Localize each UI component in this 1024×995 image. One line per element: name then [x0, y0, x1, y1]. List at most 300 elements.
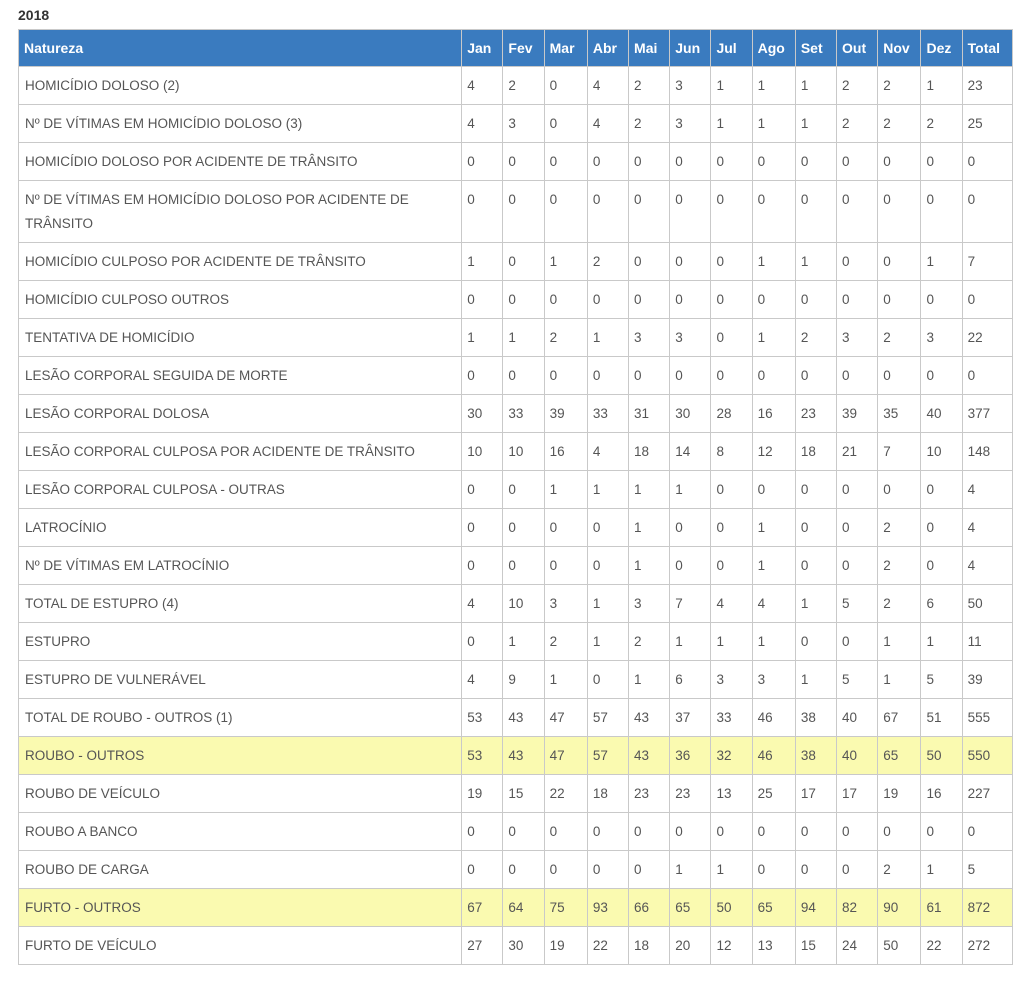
- month-value-cell: 0: [837, 851, 878, 889]
- row-total-cell: 5: [962, 851, 1012, 889]
- month-value-cell: 21: [837, 433, 878, 471]
- month-value-cell: 0: [503, 143, 544, 181]
- month-value-cell: 0: [878, 471, 921, 509]
- month-value-cell: 1: [503, 623, 544, 661]
- month-value-cell: 0: [711, 509, 752, 547]
- month-value-cell: 0: [837, 143, 878, 181]
- month-value-cell: 0: [711, 813, 752, 851]
- month-value-cell: 3: [503, 105, 544, 143]
- month-value-cell: 0: [711, 281, 752, 319]
- month-value-cell: 2: [878, 67, 921, 105]
- month-value-cell: 0: [503, 813, 544, 851]
- month-value-cell: 0: [921, 357, 962, 395]
- month-value-cell: 53: [462, 737, 503, 775]
- month-value-cell: 0: [544, 851, 587, 889]
- month-value-cell: 50: [921, 737, 962, 775]
- month-value-cell: 82: [837, 889, 878, 927]
- month-value-cell: 64: [503, 889, 544, 927]
- month-value-cell: 0: [462, 547, 503, 585]
- month-value-cell: 1: [795, 661, 836, 699]
- month-value-cell: 1: [629, 547, 670, 585]
- table-row: [19, 737, 1013, 775]
- table-row: [19, 547, 1013, 585]
- row-total-cell: 0: [962, 143, 1012, 181]
- month-value-cell: 0: [503, 281, 544, 319]
- year-title: 2018: [18, 7, 50, 23]
- month-value-cell: 0: [587, 143, 628, 181]
- month-value-cell: 0: [752, 851, 795, 889]
- month-value-cell: 0: [752, 813, 795, 851]
- table-row: [19, 661, 1013, 699]
- month-value-cell: 1: [670, 471, 711, 509]
- month-value-cell: 1: [878, 661, 921, 699]
- month-value-cell: 0: [629, 357, 670, 395]
- table-row: [19, 927, 1013, 965]
- row-total-cell: 39: [962, 661, 1012, 699]
- month-value-cell: 0: [503, 181, 544, 243]
- month-value-cell: 3: [544, 585, 587, 623]
- row-total-cell: 0: [962, 281, 1012, 319]
- row-label: HOMICÍDIO DOLOSO (2): [19, 67, 462, 105]
- month-value-cell: 23: [670, 775, 711, 813]
- month-value-cell: 0: [795, 813, 836, 851]
- month-value-cell: 0: [503, 357, 544, 395]
- month-value-cell: 3: [921, 319, 962, 357]
- month-value-cell: 4: [462, 585, 503, 623]
- column-header-fev: Fev: [503, 30, 544, 67]
- row-total-cell: 377: [962, 395, 1012, 433]
- month-value-cell: 0: [587, 547, 628, 585]
- row-total-cell: 148: [962, 433, 1012, 471]
- month-value-cell: 18: [795, 433, 836, 471]
- row-total-cell: 50: [962, 585, 1012, 623]
- month-value-cell: 0: [462, 357, 503, 395]
- table-row: [19, 281, 1013, 319]
- month-value-cell: 1: [752, 105, 795, 143]
- month-value-cell: 0: [670, 281, 711, 319]
- month-value-cell: 1: [629, 661, 670, 699]
- month-value-cell: 4: [711, 585, 752, 623]
- row-label: LESÃO CORPORAL CULPOSA - OUTRAS: [19, 471, 462, 509]
- month-value-cell: 15: [795, 927, 836, 965]
- month-value-cell: 2: [629, 105, 670, 143]
- month-value-cell: 5: [837, 585, 878, 623]
- month-value-cell: 3: [629, 585, 670, 623]
- month-value-cell: 4: [587, 433, 628, 471]
- row-label: TOTAL DE ROUBO - OUTROS (1): [19, 699, 462, 737]
- table-row: [19, 243, 1013, 281]
- month-value-cell: 0: [878, 181, 921, 243]
- row-total-cell: 4: [962, 471, 1012, 509]
- month-value-cell: 4: [462, 67, 503, 105]
- month-value-cell: 1: [503, 319, 544, 357]
- month-value-cell: 65: [878, 737, 921, 775]
- month-value-cell: 0: [544, 181, 587, 243]
- row-label: ROUBO DE VEÍCULO: [19, 775, 462, 813]
- month-value-cell: 50: [711, 889, 752, 927]
- column-header-mai: Mai: [629, 30, 670, 67]
- month-value-cell: 0: [587, 357, 628, 395]
- month-value-cell: 4: [752, 585, 795, 623]
- month-value-cell: 10: [462, 433, 503, 471]
- month-value-cell: 2: [878, 547, 921, 585]
- month-value-cell: 0: [921, 181, 962, 243]
- month-value-cell: 0: [462, 509, 503, 547]
- row-total-cell: 550: [962, 737, 1012, 775]
- month-value-cell: 6: [921, 585, 962, 623]
- month-value-cell: 4: [587, 67, 628, 105]
- month-value-cell: 0: [795, 181, 836, 243]
- month-value-cell: 20: [670, 927, 711, 965]
- month-value-cell: 35: [878, 395, 921, 433]
- table-row: [19, 67, 1013, 105]
- month-value-cell: 17: [837, 775, 878, 813]
- month-value-cell: 75: [544, 889, 587, 927]
- month-value-cell: 2: [837, 67, 878, 105]
- month-value-cell: 2: [878, 509, 921, 547]
- month-value-cell: 51: [921, 699, 962, 737]
- month-value-cell: 33: [711, 699, 752, 737]
- month-value-cell: 0: [629, 243, 670, 281]
- month-value-cell: 1: [462, 319, 503, 357]
- row-label: LATROCÍNIO: [19, 509, 462, 547]
- table-header-row: [19, 30, 1013, 67]
- month-value-cell: 0: [878, 357, 921, 395]
- month-value-cell: 1: [587, 319, 628, 357]
- month-value-cell: 3: [711, 661, 752, 699]
- month-value-cell: 0: [711, 143, 752, 181]
- column-header-jun: Jun: [670, 30, 711, 67]
- table-row: [19, 775, 1013, 813]
- month-value-cell: 0: [921, 547, 962, 585]
- month-value-cell: 3: [670, 319, 711, 357]
- month-value-cell: 93: [587, 889, 628, 927]
- month-value-cell: 2: [921, 105, 962, 143]
- month-value-cell: 0: [544, 105, 587, 143]
- month-value-cell: 22: [544, 775, 587, 813]
- month-value-cell: 3: [670, 105, 711, 143]
- month-value-cell: 0: [670, 243, 711, 281]
- month-value-cell: 1: [544, 661, 587, 699]
- month-value-cell: 0: [629, 143, 670, 181]
- table-row: [19, 623, 1013, 661]
- month-value-cell: 90: [878, 889, 921, 927]
- month-value-cell: 16: [752, 395, 795, 433]
- month-value-cell: 0: [462, 471, 503, 509]
- month-value-cell: 38: [795, 737, 836, 775]
- month-value-cell: 1: [878, 623, 921, 661]
- month-value-cell: 0: [544, 547, 587, 585]
- table-body: [19, 67, 1013, 965]
- month-value-cell: 0: [752, 143, 795, 181]
- month-value-cell: 1: [752, 509, 795, 547]
- month-value-cell: 2: [878, 851, 921, 889]
- row-total-cell: 11: [962, 623, 1012, 661]
- month-value-cell: 10: [503, 585, 544, 623]
- month-value-cell: 31: [629, 395, 670, 433]
- month-value-cell: 5: [921, 661, 962, 699]
- row-total-cell: 25: [962, 105, 1012, 143]
- month-value-cell: 0: [503, 243, 544, 281]
- month-value-cell: 46: [752, 699, 795, 737]
- month-value-cell: 0: [837, 813, 878, 851]
- month-value-cell: 0: [503, 547, 544, 585]
- month-value-cell: 0: [629, 813, 670, 851]
- row-total-cell: 555: [962, 699, 1012, 737]
- month-value-cell: 9: [503, 661, 544, 699]
- month-value-cell: 7: [670, 585, 711, 623]
- month-value-cell: 0: [795, 143, 836, 181]
- table-row: [19, 813, 1013, 851]
- month-value-cell: 0: [878, 281, 921, 319]
- month-value-cell: 0: [670, 181, 711, 243]
- month-value-cell: 0: [544, 143, 587, 181]
- month-value-cell: 3: [752, 661, 795, 699]
- month-value-cell: 0: [587, 813, 628, 851]
- row-label: ROUBO A BANCO: [19, 813, 462, 851]
- month-value-cell: 1: [795, 67, 836, 105]
- column-header-total: Total: [962, 30, 1012, 67]
- month-value-cell: 30: [670, 395, 711, 433]
- row-total-cell: 0: [962, 813, 1012, 851]
- month-value-cell: 36: [670, 737, 711, 775]
- month-value-cell: 1: [795, 243, 836, 281]
- month-value-cell: 19: [878, 775, 921, 813]
- month-value-cell: 0: [711, 181, 752, 243]
- month-value-cell: 1: [921, 851, 962, 889]
- table-row: [19, 471, 1013, 509]
- month-value-cell: 16: [544, 433, 587, 471]
- row-label: Nº DE VÍTIMAS EM HOMICÍDIO DOLOSO (3): [19, 105, 462, 143]
- month-value-cell: 50: [878, 927, 921, 965]
- column-header-set: Set: [795, 30, 836, 67]
- month-value-cell: 43: [503, 699, 544, 737]
- row-total-cell: 0: [962, 357, 1012, 395]
- month-value-cell: 0: [503, 471, 544, 509]
- month-value-cell: 0: [670, 357, 711, 395]
- month-value-cell: 22: [587, 927, 628, 965]
- column-header-jul: Jul: [711, 30, 752, 67]
- month-value-cell: 22: [921, 927, 962, 965]
- row-total-cell: 227: [962, 775, 1012, 813]
- month-value-cell: 1: [921, 243, 962, 281]
- month-value-cell: 24: [837, 927, 878, 965]
- month-value-cell: 0: [587, 509, 628, 547]
- month-value-cell: 1: [752, 319, 795, 357]
- month-value-cell: 0: [837, 181, 878, 243]
- row-label: FURTO - OUTROS: [19, 889, 462, 927]
- row-label: HOMICÍDIO CULPOSO OUTROS: [19, 281, 462, 319]
- month-value-cell: 2: [503, 67, 544, 105]
- month-value-cell: 0: [837, 509, 878, 547]
- month-value-cell: 0: [752, 357, 795, 395]
- row-total-cell: 4: [962, 547, 1012, 585]
- month-value-cell: 0: [711, 243, 752, 281]
- month-value-cell: 1: [629, 471, 670, 509]
- month-value-cell: 13: [752, 927, 795, 965]
- month-value-cell: 65: [670, 889, 711, 927]
- month-value-cell: 14: [670, 433, 711, 471]
- month-value-cell: 0: [837, 471, 878, 509]
- month-value-cell: 23: [795, 395, 836, 433]
- month-value-cell: 1: [711, 851, 752, 889]
- month-value-cell: 46: [752, 737, 795, 775]
- month-value-cell: 0: [837, 623, 878, 661]
- column-header-out: Out: [837, 30, 878, 67]
- month-value-cell: 0: [752, 471, 795, 509]
- month-value-cell: 13: [711, 775, 752, 813]
- month-value-cell: 4: [462, 105, 503, 143]
- month-value-cell: 0: [629, 181, 670, 243]
- table-row: [19, 433, 1013, 471]
- month-value-cell: 1: [544, 243, 587, 281]
- month-value-cell: 10: [503, 433, 544, 471]
- table-row: [19, 105, 1013, 143]
- crime-statistics-table: [18, 29, 1013, 965]
- month-value-cell: 23: [629, 775, 670, 813]
- month-value-cell: 19: [544, 927, 587, 965]
- month-value-cell: 0: [587, 851, 628, 889]
- month-value-cell: 0: [462, 281, 503, 319]
- month-value-cell: 0: [670, 509, 711, 547]
- month-value-cell: 61: [921, 889, 962, 927]
- row-total-cell: 22: [962, 319, 1012, 357]
- month-value-cell: 10: [921, 433, 962, 471]
- month-value-cell: 1: [629, 509, 670, 547]
- month-value-cell: 1: [711, 105, 752, 143]
- month-value-cell: 1: [921, 623, 962, 661]
- month-value-cell: 1: [752, 623, 795, 661]
- month-value-cell: 2: [878, 585, 921, 623]
- month-value-cell: 18: [629, 433, 670, 471]
- row-total-cell: 4: [962, 509, 1012, 547]
- row-label: ESTUPRO: [19, 623, 462, 661]
- month-value-cell: 12: [752, 433, 795, 471]
- month-value-cell: 53: [462, 699, 503, 737]
- month-value-cell: 43: [629, 737, 670, 775]
- table-row: [19, 851, 1013, 889]
- month-value-cell: 67: [878, 699, 921, 737]
- month-value-cell: 0: [795, 471, 836, 509]
- month-value-cell: 0: [503, 509, 544, 547]
- month-value-cell: 0: [752, 281, 795, 319]
- month-value-cell: 39: [837, 395, 878, 433]
- month-value-cell: 0: [544, 509, 587, 547]
- row-total-cell: 23: [962, 67, 1012, 105]
- month-value-cell: 40: [921, 395, 962, 433]
- month-value-cell: 2: [544, 319, 587, 357]
- month-value-cell: 66: [629, 889, 670, 927]
- month-value-cell: 0: [711, 319, 752, 357]
- month-value-cell: 1: [711, 67, 752, 105]
- month-value-cell: 0: [921, 471, 962, 509]
- month-value-cell: 37: [670, 699, 711, 737]
- row-label: Nº DE VÍTIMAS EM LATROCÍNIO: [19, 547, 462, 585]
- month-value-cell: 1: [462, 243, 503, 281]
- month-value-cell: 2: [544, 623, 587, 661]
- month-value-cell: 2: [795, 319, 836, 357]
- row-label: FURTO DE VEÍCULO: [19, 927, 462, 965]
- row-label: ROUBO - OUTROS: [19, 737, 462, 775]
- month-value-cell: 1: [670, 623, 711, 661]
- month-value-cell: 18: [587, 775, 628, 813]
- month-value-cell: 32: [711, 737, 752, 775]
- month-value-cell: 1: [587, 471, 628, 509]
- month-value-cell: 27: [462, 927, 503, 965]
- month-value-cell: 2: [629, 67, 670, 105]
- row-label: TOTAL DE ESTUPRO (4): [19, 585, 462, 623]
- month-value-cell: 0: [587, 181, 628, 243]
- month-value-cell: 17: [795, 775, 836, 813]
- month-value-cell: 0: [462, 181, 503, 243]
- month-value-cell: 0: [921, 281, 962, 319]
- month-value-cell: 0: [878, 243, 921, 281]
- row-label: HOMICÍDIO CULPOSO POR ACIDENTE DE TRÂNSITO: [19, 243, 462, 281]
- month-value-cell: 47: [544, 737, 587, 775]
- column-header-natureza: Natureza: [19, 30, 462, 67]
- row-label: ROUBO DE CARGA: [19, 851, 462, 889]
- month-value-cell: 1: [752, 67, 795, 105]
- month-value-cell: 12: [711, 927, 752, 965]
- row-label: Nº DE VÍTIMAS EM HOMICÍDIO DOLOSO POR ACIDENTE DE TRÂNSITO: [19, 181, 462, 243]
- month-value-cell: 40: [837, 737, 878, 775]
- month-value-cell: 2: [878, 105, 921, 143]
- month-value-cell: 0: [462, 813, 503, 851]
- month-value-cell: 0: [544, 357, 587, 395]
- month-value-cell: 0: [837, 357, 878, 395]
- table-row: [19, 143, 1013, 181]
- month-value-cell: 0: [837, 243, 878, 281]
- table-row: [19, 181, 1013, 243]
- month-value-cell: 2: [878, 319, 921, 357]
- month-value-cell: 1: [711, 623, 752, 661]
- month-value-cell: 1: [795, 105, 836, 143]
- month-value-cell: 2: [587, 243, 628, 281]
- month-value-cell: 4: [462, 661, 503, 699]
- month-value-cell: 0: [670, 813, 711, 851]
- month-value-cell: 1: [921, 67, 962, 105]
- month-value-cell: 1: [795, 585, 836, 623]
- month-value-cell: 33: [587, 395, 628, 433]
- table-row: [19, 395, 1013, 433]
- month-value-cell: 6: [670, 661, 711, 699]
- month-value-cell: 0: [795, 623, 836, 661]
- month-value-cell: 39: [544, 395, 587, 433]
- month-value-cell: 0: [921, 143, 962, 181]
- month-value-cell: 0: [629, 281, 670, 319]
- month-value-cell: 30: [462, 395, 503, 433]
- month-value-cell: 1: [587, 623, 628, 661]
- month-value-cell: 0: [462, 851, 503, 889]
- row-label: HOMICÍDIO DOLOSO POR ACIDENTE DE TRÂNSITO: [19, 143, 462, 181]
- month-value-cell: 0: [837, 281, 878, 319]
- row-label: LESÃO CORPORAL DOLOSA: [19, 395, 462, 433]
- month-value-cell: 57: [587, 737, 628, 775]
- table-row: [19, 889, 1013, 927]
- month-value-cell: 1: [752, 243, 795, 281]
- month-value-cell: 0: [587, 281, 628, 319]
- month-value-cell: 0: [795, 851, 836, 889]
- column-header-dez: Dez: [921, 30, 962, 67]
- month-value-cell: 0: [711, 357, 752, 395]
- month-value-cell: 47: [544, 699, 587, 737]
- month-value-cell: 40: [837, 699, 878, 737]
- row-label: TENTATIVA DE HOMICÍDIO: [19, 319, 462, 357]
- month-value-cell: 94: [795, 889, 836, 927]
- month-value-cell: 16: [921, 775, 962, 813]
- month-value-cell: 0: [795, 509, 836, 547]
- month-value-cell: 1: [752, 547, 795, 585]
